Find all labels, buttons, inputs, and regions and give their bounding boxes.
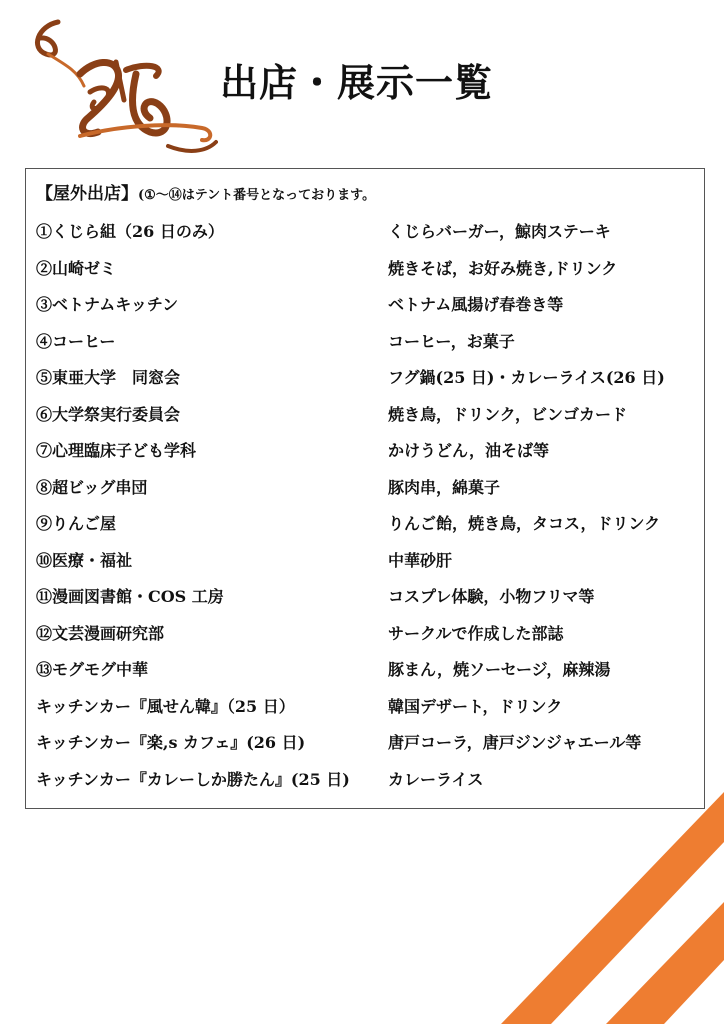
exhibitor-name: キッチンカー『カレーしか勝たん』(25 日) bbox=[36, 769, 350, 789]
exhibitor-items: カレーライス bbox=[388, 769, 484, 789]
list-item bbox=[36, 730, 696, 767]
exhibitor-items: 焼き鳥，ドリンク，ビンゴカード bbox=[388, 404, 628, 424]
list-item bbox=[36, 584, 696, 621]
exhibitor-name: ⑬モグモグ中華 bbox=[36, 660, 149, 679]
exhibitor-name: ⑦心理臨床子ども学科 bbox=[36, 441, 197, 460]
list-item bbox=[36, 511, 696, 548]
page-title: 出店・展示一覧 bbox=[220, 60, 494, 105]
list-item bbox=[36, 475, 696, 512]
exhibitor-items: かけうどん，油そば等 bbox=[388, 441, 549, 460]
list-item bbox=[36, 621, 696, 658]
list-item bbox=[36, 657, 696, 694]
exhibitor-name: ⑩医療・福祉 bbox=[36, 550, 133, 570]
exhibitor-items: 豚まん，焼ソーセージ，麻辣湯 bbox=[388, 660, 611, 679]
list-item bbox=[36, 548, 696, 585]
list-item bbox=[36, 219, 696, 256]
exhibitor-items: コスプレ体験，小物フリマ等 bbox=[388, 587, 595, 606]
list-item bbox=[36, 292, 696, 329]
exhibitor-items: 唐戸コーラ，唐戸ジンジャエール等 bbox=[388, 733, 642, 752]
list-item bbox=[36, 438, 696, 475]
exhibitor-name: キッチンカー『楽,s カフェ』(26 日) bbox=[36, 733, 306, 752]
list-item bbox=[36, 694, 696, 731]
exhibitor-name: ⑤東亜大学 同窓会 bbox=[36, 368, 181, 387]
list-item bbox=[36, 402, 696, 439]
exhibitor-items: 中華砂肝 bbox=[388, 550, 453, 570]
exhibitor-items: ベトナム風揚げ春巻き等 bbox=[388, 295, 564, 314]
exhibitor-name: ⑥大学祭実行委員会 bbox=[36, 404, 181, 424]
exhibitor-items: りんご飴，焼き鳥，タコス，ドリンク bbox=[388, 514, 661, 533]
exhibitor-items: 韓国デザート，ドリンク bbox=[388, 696, 563, 716]
list-item bbox=[36, 256, 696, 293]
exhibitor-name: ③ベトナムキッチン bbox=[36, 295, 179, 314]
section-title: 【屋外出店】 bbox=[36, 184, 138, 204]
exhibitor-name: ①くじら組（26 日のみ） bbox=[36, 222, 224, 241]
exhibitor-name: ④コーヒー bbox=[36, 331, 116, 351]
orange-stripe-left bbox=[501, 792, 724, 1024]
list-item bbox=[36, 365, 696, 402]
exhibitor-name: ⑨りんご屋 bbox=[36, 514, 117, 533]
exhibitor-items: コーヒー，お菓子 bbox=[388, 331, 515, 351]
exhibitor-name: ⑫文芸漫画研究部 bbox=[36, 623, 165, 643]
orange-stripe-right bbox=[606, 902, 724, 1024]
exhibitor-list bbox=[25, 168, 705, 809]
exhibitor-name: ⑪漫画図書館・COS 工房 bbox=[36, 587, 224, 606]
list-item bbox=[36, 767, 696, 804]
calligraphy-logo-icon bbox=[18, 14, 218, 164]
exhibitor-items: サークルで作成した部誌 bbox=[388, 623, 564, 643]
section-note: (①～⑭はテント番号となっております。 bbox=[138, 188, 376, 203]
exhibitor-rows bbox=[36, 219, 696, 803]
exhibitor-items: 焼きそば，お好み焼き,ドリンク bbox=[388, 258, 618, 278]
exhibitor-items: 豚肉串，綿菓子 bbox=[388, 477, 501, 497]
exhibitor-items: くじらバーガー，鯨肉ステーキ bbox=[388, 222, 611, 241]
exhibitor-name: ②山崎ゼミ bbox=[36, 258, 117, 278]
exhibitor-items: フグ鍋(25 日)・カレーライス(26 日) bbox=[388, 368, 665, 387]
exhibitor-name: ⑧超ビッグ串団 bbox=[36, 477, 148, 497]
list-item bbox=[36, 329, 696, 366]
exhibitor-name: キッチンカー『風せん韓』（25 日） bbox=[36, 696, 295, 716]
section-header bbox=[36, 179, 375, 204]
